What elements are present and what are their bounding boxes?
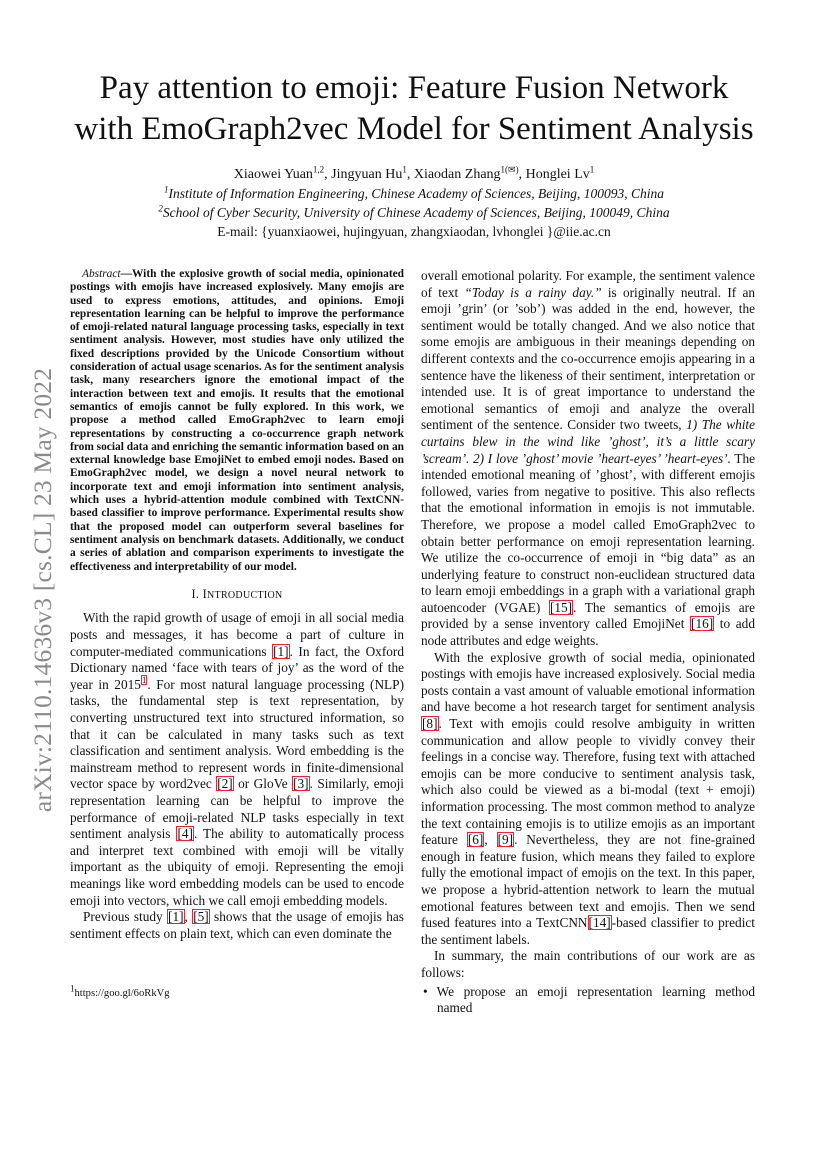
text-run: . The ability to automatically process and interpret text combined with emoji will be vitally important as the ubiquity of emoji. Representing the emoji meanings like word embedding models can be used to encode emoji into vectors, which we call emoji embedding models. [70,826,404,908]
intro-paragraph-1 [70,610,404,909]
right-paragraph-1 [421,268,755,650]
right-column [421,268,755,1017]
abstract-label: Abstract [82,268,121,280]
citation-link[interactable]: [15] [549,599,573,615]
citation-link[interactable]: [2] [217,776,233,792]
footnote-link[interactable]: 1 [141,675,147,686]
text-run: Previous study [83,909,168,925]
author-2-affil: 1 [402,164,407,175]
author-1: Xiaowei Yuan [233,167,313,182]
author-4: Honglei Lv [525,167,590,182]
affiliation-2-mark: 2 [158,203,163,214]
footnote-mark: 1 [70,983,75,994]
text-run: . The semantics of emojis are provided by a sense inventory called EmojiNet [421,599,755,632]
author-block [30,165,798,241]
arxiv-id: arXiv:2110.14636v3 [cs.CL] 23 May 2022 [28,367,57,813]
citation-link[interactable]: [16] [691,616,714,632]
abstract [70,268,404,574]
author-2: Jingyuan Hu [331,167,403,182]
affiliation-2-text: School of Cyber Security, University of Chinese Academy of Sciences, Beijing, 100049, China [162,205,670,220]
title-line-1: Pay attention to emoji: Feature Fusion Network [99,70,729,106]
text-run: The intended emotional meaning of ’ghost’, with different emojis followed, varies from negative to positive. This also reflects that the emotional information in emojis is not immutable. Therefore, we propose a model called EmoGraph2vec to obtain better performance on emoji representation learning. We utilize the co-occurrence of emoji in “big data” as an underlying feature to construct non-euclidean structured data to learn emoji embeddings in a graph with a variational graph autoencoder (VGAE) [421,450,755,615]
footnote [70,983,170,999]
text-run: . In fact, the Oxford Dictionary named ‘face with tears of joy’ as the word of the year in 2015 [70,643,404,692]
contribution-item-1: • We propose an emoji representation learning method named [437,984,755,1017]
author-1-affil: 1,2 [312,164,325,175]
right-paragraph-2 [421,650,755,949]
citation-link[interactable]: [1] [273,643,289,659]
author-3: Xiaodan Zhang [413,167,501,182]
citation-link[interactable]: [5] [193,909,209,925]
text-run: to add node attributes and edge weights. [421,616,755,649]
example-tweets: 1) The white curtains blew in the wind like ’ghost’, it’s a little scary ’scream’. 2) I love ’ghost’ movie ’heart-eyes’ ’heart-eyes’. [421,417,756,466]
abstract-text: —With the explosive growth of social media, opinionated postings with emojis have increased explosively. Many emojis are used to express emotions, attitudes, and opinions. Emoji representation learning can be helpful to improve the performance of emoji-related natural language processing tasks, especially in text sentiment analysis. However, most studies have only utilized the fixed descriptions provided by the Unicode Consortium without consideration of actual usage scenarios. As for the sentiment analysis task, many researchers ignore the emotional impact of the interaction between text and emojis. It results that the emotional semantics of emojis cannot be fully explored. In this work, we propose a method called EmoGraph2vec to learn emoji representations by constructing a co-occurrence graph network from social data and enriching the semantic information based on an external knowledge base EmojiNet to embed emoji nodes. Based on EmoGraph2vec model, we design a novel neural network to incorporate text and emoji information into sentiment analysis, which uses a hybrid-attention module combined with TextCNN-based classifier to improve performance. Experimental results show that the proposed model can outperform several baselines for sentiment analysis on benchmark datasets. Additionally, we conduct a series of ablation and comparison experiments to investigate the effectiveness and interpretability of our model. [70,268,404,573]
affiliation-1-mark: 1 [164,184,169,195]
citation-link[interactable]: [6] [467,832,484,848]
text-run: overall emotional polarity. For example, the sentiment valence of text [421,268,755,300]
text-run: With the explosive growth of social media, opinionated postings with emojis have increased explosively. Social media posts contain a vast amount of valuable emotional information and have become a hot research target for sentiment analysis [421,649,755,715]
text-run: , [184,909,193,925]
text-run: -based classifier to predict the sentiment labels. [421,915,755,947]
contact-email: E-mail: {yuanxiaowei, hujingyuan, zhangxiaodan, lvhonglei }@iie.ac.cn [217,224,611,239]
text-run: With the rapid growth of usage of emoji in all social media posts and messages, it has become a part of culture in computer-mediated communications [70,610,404,659]
text-run: , [484,832,497,848]
affiliation-2 [30,203,798,222]
citation-link[interactable]: [9] [497,832,514,848]
citation-link[interactable]: [1] [168,909,184,925]
text-run: . Text with emojis could resolve ambiguity in written communication and allow people to vividly convey their feelings in a concise way. Therefore, fusing text with attached emojis can be more conducive to sentiment analysis task, which also could be viewed as a bi-modal (text + emoji) information processing. The most common method to analyze the text containing emojis is to utilize emojis as an important feature [421,716,755,848]
text-run: shows that the usage of emojis has sentiment effects on plain text, which can even dominate the [70,909,404,941]
section-title-rest: NTRODUCTION [207,589,283,601]
footnote-url[interactable]: https://goo.gl/6oRkVg [74,988,170,999]
right-paragraph-3: In summary, the main contributions of our work are as follows: [421,948,755,980]
affiliation-1-text: Institute of Information Engineering, Chinese Academy of Sciences, Beijing, 100093, China [168,186,664,201]
author-3-affil: 1(✉) [500,164,519,175]
citation-link[interactable]: [14] [588,915,611,931]
left-column [70,268,404,942]
example-sentence: “Today is a rainy day.” [464,284,602,300]
intro-paragraph-2 [70,909,404,942]
author-names: Xiaowei Yuan$^{1,2}$, Jingyuan Hu$^1$, Xiaodan Zhang$^{1(✉)}$, Honglei Lv$^1$ [233,164,595,182]
citation-link[interactable]: [3] [293,776,309,792]
text-run: . For most natural language processing (NLP) tasks, the fundamental step is text representation, by converting unstructured text into structured information, so that it can be calculated in many tasks such as text classification and sentiment analysis. Word embedding is the mainstream method to represent words in finite-dimensional vector space by word2vec [70,676,405,792]
paper-title [30,68,798,150]
text-run: or GloVe [233,776,293,792]
text-run: . Nevertheless, they are not fine-grained enough in feature fusion, which means they failed to explore fully the emotional impact of emojis on the text. In this paper, we propose a hybrid-attention network to learn the mutual emotional features between text and emojis. Then we send fused features into a TextCNN [421,832,755,931]
citation-link[interactable]: [8] [422,716,438,732]
section-title-initial: I [202,586,208,601]
section-heading-introduction [70,586,404,605]
text-run: is originally neutral. If an emoji ’grin’ (or ’sob’) was added in the end, however, the sentiment would be totally changed. And we also notice that some emojis are ambiguous in their meanings depending on different contexts and the co-occurrence emojis appearing in a sentence have the likeness of their sentiment, interpretation or intended use. It is of great importance to understand the emotional semantics of emoji and analyze the overall sentiment of the sentence. Consider two tweets, [421,284,755,433]
contributions-list [421,984,755,1017]
arxiv-watermark [22,285,64,895]
title-line-2: with EmoGraph2vec Model for Sentiment Analysis [74,111,754,147]
affiliation-1 [30,184,798,203]
citation-link[interactable]: [4] [177,826,193,842]
author-4-affil: 1 [589,164,595,175]
text-run: . Similarly, emoji representation learning can be helpful to improve the performance of emoji-related NLP tasks especially in text sentiment analysis [70,776,404,842]
section-number: I. [191,586,200,601]
